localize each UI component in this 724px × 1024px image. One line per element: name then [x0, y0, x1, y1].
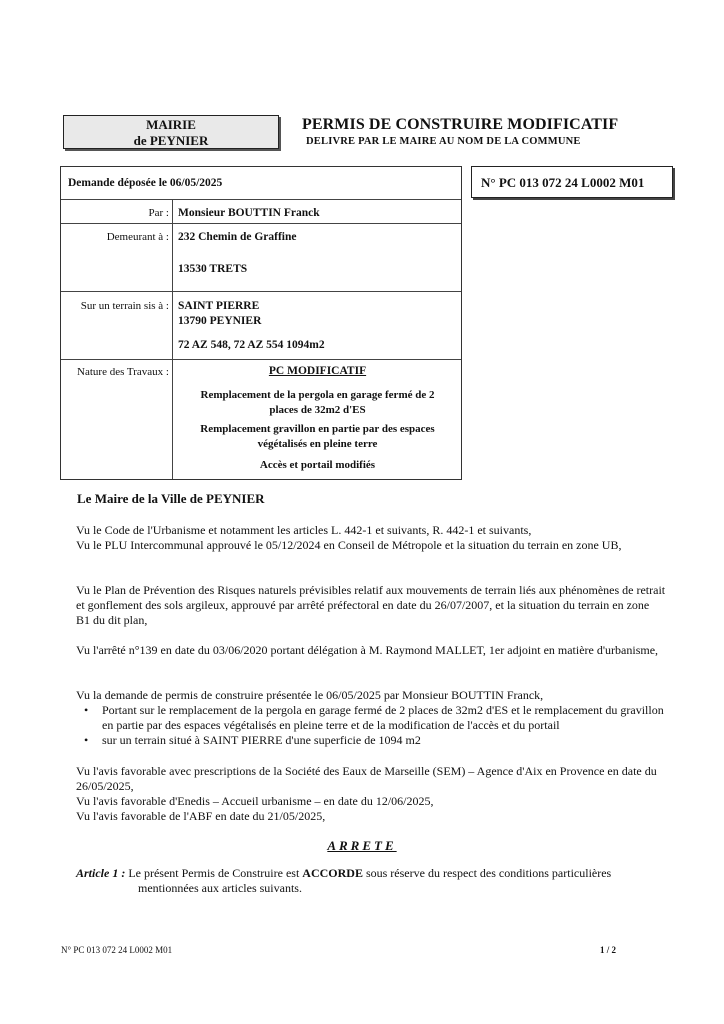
- divider: [61, 291, 461, 292]
- terrain-parcels: 72 AZ 548, 72 AZ 554 1094m2: [178, 339, 325, 351]
- vu-demande: Vu la demande de permis de construire présentée le 06/05/2025 par Monsieur BOUTTIN Franck,: [76, 688, 544, 702]
- footer-reference: N° PC 013 072 24 L0002 M01: [61, 945, 173, 955]
- vu-avis-sem: Vu l'avis favorable avec prescriptions de la Société des Eaux de Marseille (SEM) – Agence d'Aix en Provence en date du 26/05/2025,: [76, 764, 657, 793]
- article-text-pre: Le présent Permis de Construire est: [128, 866, 300, 880]
- bullet-item: • sur un terrain situé à SAINT PIERRE d'une superficie de 1094 m2: [76, 733, 666, 748]
- divider: [61, 199, 461, 200]
- nature-item3: Accès et portail modifiés: [259, 459, 376, 471]
- demande-bullets: [76, 703, 666, 748]
- vu-code-urbanisme: Vu le Code de l'Urbanisme et notamment les articles L. 442-1 et suivants, R. 442-1 et suivants,: [76, 523, 532, 537]
- nature-item1-line1: Remplacement de la pergola en garage fermé de 2: [200, 389, 435, 401]
- vu-ppr: Vu le Plan de Prévention des Risques naturels prévisibles relatif aux mouvements de terrain liés aux phénomènes de retrait et gonflement des sols argileux, approuvé par arrêté préfectoral en date du 26/07/2007, et la situation du terrain en zone B1 du dit plan,: [76, 583, 666, 627]
- demeurant-label: Demeurant à :: [106, 231, 169, 243]
- mairie-line2: de PEYNIER: [133, 133, 209, 148]
- article-1: [76, 866, 636, 896]
- article-label: Article 1 :: [76, 866, 126, 880]
- terrain-line1: SAINT PIERRE: [178, 300, 260, 312]
- nature-item2-line2: végétalisés en pleine terre: [257, 438, 378, 450]
- nature-title: PC MODIFICATIF: [268, 365, 367, 377]
- demeurant-line1: 232 Chemin de Graffine: [178, 231, 297, 243]
- bullet-item: • Portant sur le remplacement de la pergola en garage fermé de 2 places de 32m2 d'ES et le remplacement du gravillon en partie par des espaces végétalisés en pleine terre et de la modification de l'accès et du portail: [76, 703, 666, 733]
- info-table: [60, 166, 462, 480]
- mairie-box: [63, 115, 279, 149]
- nature-label: Nature des Travaux :: [77, 366, 169, 378]
- vu-plu: Vu le PLU Intercommunal approuvé le 05/12/2024 en Conseil de Métropole et la situation du terrain en zone UB,: [76, 538, 622, 552]
- page-number: 1 / 2: [600, 945, 617, 955]
- terrain-label: Sur un terrain sis à :: [80, 300, 169, 312]
- article-text-post: sous réserve du respect des conditions particulières mentionnées aux articles suivants.: [138, 866, 612, 895]
- divider: [61, 359, 461, 360]
- document-title: PERMIS DE CONSTRUIRE MODIFICATIF: [302, 116, 619, 133]
- arrete-heading: [0, 838, 724, 854]
- document-subtitle: DELIVRE PAR LE MAIRE AU NOM DE LA COMMUNE: [306, 136, 581, 147]
- vu-avis-abf: Vu l'avis favorable de l'ABF en date du 21/05/2025,: [76, 809, 326, 823]
- mairie-line1: MAIRIE: [146, 117, 196, 132]
- par-label: Par :: [148, 207, 169, 219]
- demande-date: Demande déposée le 06/05/2025: [68, 177, 223, 189]
- nature-item1-line2: places de 32m2 d'ES: [269, 404, 366, 416]
- vu-arrete-delegation: Vu l'arrêté n°139 en date du 03/06/2020 portant délégation à M. Raymond MALLET, 1er adjoint en matière d'urbanisme,: [76, 643, 659, 657]
- pc-number-box: N° PC 013 072 24 L0002 M01: [471, 166, 673, 198]
- nature-item2-line1: Remplacement gravillon en partie par des espaces: [200, 423, 435, 435]
- terrain-line2: 13790 PEYNIER: [178, 315, 262, 327]
- vu-avis-enedis: Vu l'avis favorable d'Enedis – Accueil urbanisme – en date du 12/06/2025,: [76, 794, 434, 808]
- divider: [61, 223, 461, 224]
- demeurant-line2: 13530 TRETS: [178, 263, 248, 275]
- maire-heading: Le Maire de la Ville de PEYNIER: [77, 491, 265, 506]
- arrete-text: ARRETE: [327, 838, 397, 853]
- article-accorde: ACCORDE: [302, 866, 363, 880]
- par-value: Monsieur BOUTTIN Franck: [178, 207, 320, 219]
